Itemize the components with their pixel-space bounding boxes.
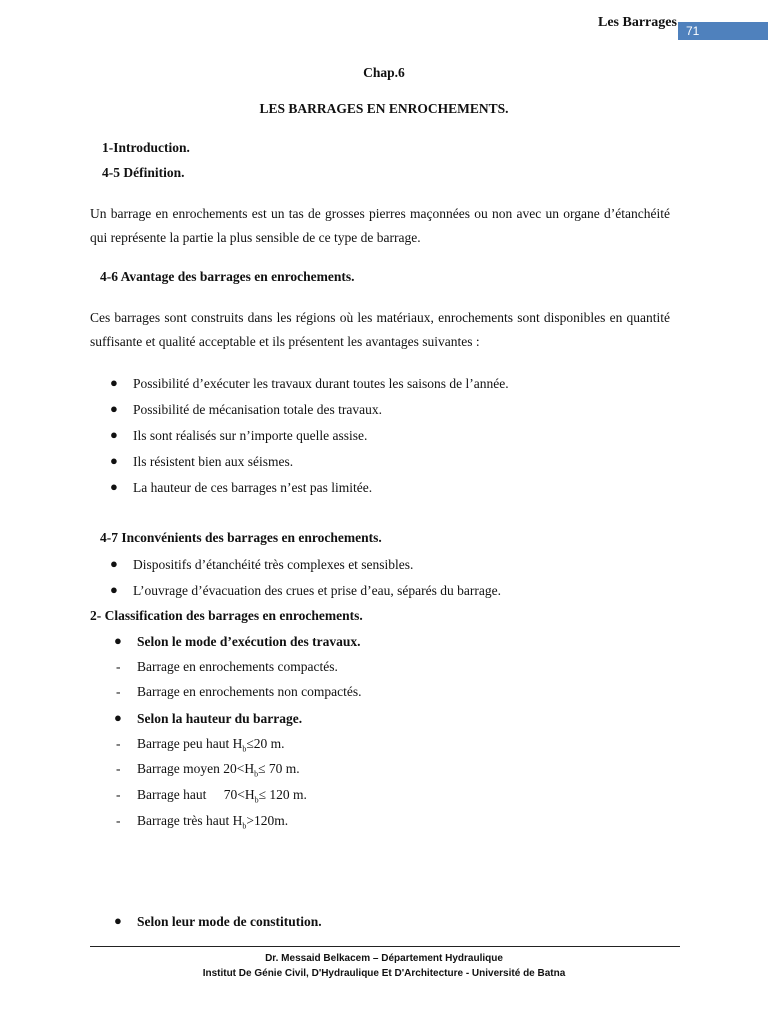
bullet-icon: ● xyxy=(110,401,118,416)
document-title: LES BARRAGES EN ENROCHEMENTS. xyxy=(259,101,509,116)
list-item: La hauteur de ces barrages n’est pas limitée. xyxy=(133,480,373,495)
subsection-constitution: Selon leur mode de constitution. xyxy=(137,914,322,929)
list-item xyxy=(137,813,288,831)
footer-divider xyxy=(90,946,680,947)
bullet-icon: ● xyxy=(114,710,122,725)
bullet-icon: ● xyxy=(110,453,118,468)
height-label: Barrage très haut xyxy=(137,813,230,828)
list-item: Dispositifs d’étanchéité très complexes et sensibles. xyxy=(133,557,414,572)
height-expr: 70<H xyxy=(223,787,255,802)
height-rest: ≤ 70 m. xyxy=(258,761,300,776)
height-label: Barrage haut xyxy=(137,787,207,802)
bullet-icon: ● xyxy=(114,913,122,928)
footer-institution: Institut De Génie Civil, D'Hydraulique Et D'Architecture - Université de Batna xyxy=(202,968,566,979)
bullet-icon: ● xyxy=(110,582,118,597)
section-definition: 4-5 Définition. xyxy=(102,165,185,180)
bullet-icon: ● xyxy=(110,427,118,442)
height-label: Barrage moyen xyxy=(137,761,220,776)
height-sub: b xyxy=(254,769,259,779)
list-item xyxy=(137,736,285,754)
bullet-icon: ● xyxy=(114,633,122,648)
subsection-execution: Selon le mode d’exécution des travaux. xyxy=(137,634,361,649)
advantages-paragraph: Ces barrages sont construits dans les régions où les matériaux, enrochements sont disponibles en quantité suffisante et qualité acceptable et ils présentent les avantages suivantes : xyxy=(90,310,670,349)
dash-icon: - xyxy=(116,659,121,674)
height-expr: 20<H xyxy=(223,761,255,776)
dash-icon: - xyxy=(116,684,121,699)
height-expr: H xyxy=(232,813,243,828)
list-item xyxy=(137,761,300,779)
list-item xyxy=(137,787,307,805)
height-expr: H xyxy=(232,736,243,751)
bullet-icon: ● xyxy=(110,556,118,571)
list-item: Ils sont réalisés sur n’importe quelle assise. xyxy=(133,428,368,443)
height-sub: b xyxy=(254,795,259,805)
dash-icon: - xyxy=(116,787,121,802)
height-rest: >120m. xyxy=(246,813,289,828)
list-item: Barrage en enrochements compactés. xyxy=(137,659,338,674)
section-introduction: 1-Introduction. xyxy=(102,140,190,155)
section-advantages: 4-6 Avantage des barrages en enrochements. xyxy=(100,269,355,284)
running-header: Les Barrages xyxy=(598,15,677,30)
list-item: Ils résistent bien aux séismes. xyxy=(133,454,294,469)
height-rest: ≤20 m. xyxy=(246,736,285,751)
list-item: Barrage en enrochements non compactés. xyxy=(137,684,362,699)
page-number-badge: 71 xyxy=(678,22,768,40)
bullet-icon: ● xyxy=(110,479,118,494)
section-inconvenients: 4-7 Inconvénients des barrages en enrochements. xyxy=(100,530,382,545)
section-classification: 2- Classification des barrages en enrochements. xyxy=(90,608,363,623)
bullet-icon: ● xyxy=(110,375,118,390)
height-rest: ≤ 120 m. xyxy=(258,787,307,802)
dash-icon: - xyxy=(116,761,121,776)
list-item: Possibilité de mécanisation totale des travaux. xyxy=(133,402,382,417)
height-sub: b xyxy=(242,744,247,754)
dash-icon: - xyxy=(116,736,121,751)
height-label: Barrage peu haut xyxy=(137,736,230,751)
footer-author: Dr. Messaid Belkacem – Département Hydraulique xyxy=(265,953,503,964)
height-sub: b xyxy=(242,821,247,831)
dash-icon: - xyxy=(116,813,121,828)
chapter-label: Chap.6 xyxy=(363,65,405,80)
list-item: L’ouvrage d’évacuation des crues et prise d’eau, séparés du barrage. xyxy=(133,583,501,598)
list-item: Possibilité d’exécuter les travaux durant toutes les saisons de l’année. xyxy=(133,376,509,391)
subsection-height: Selon la hauteur du barrage. xyxy=(137,711,303,726)
definition-paragraph: Un barrage en enrochements est un tas de grosses pierres maçonnées ou non avec un organe d’étanchéité qui représente la partie la plus sensible de ce type de barrage. xyxy=(90,206,670,245)
